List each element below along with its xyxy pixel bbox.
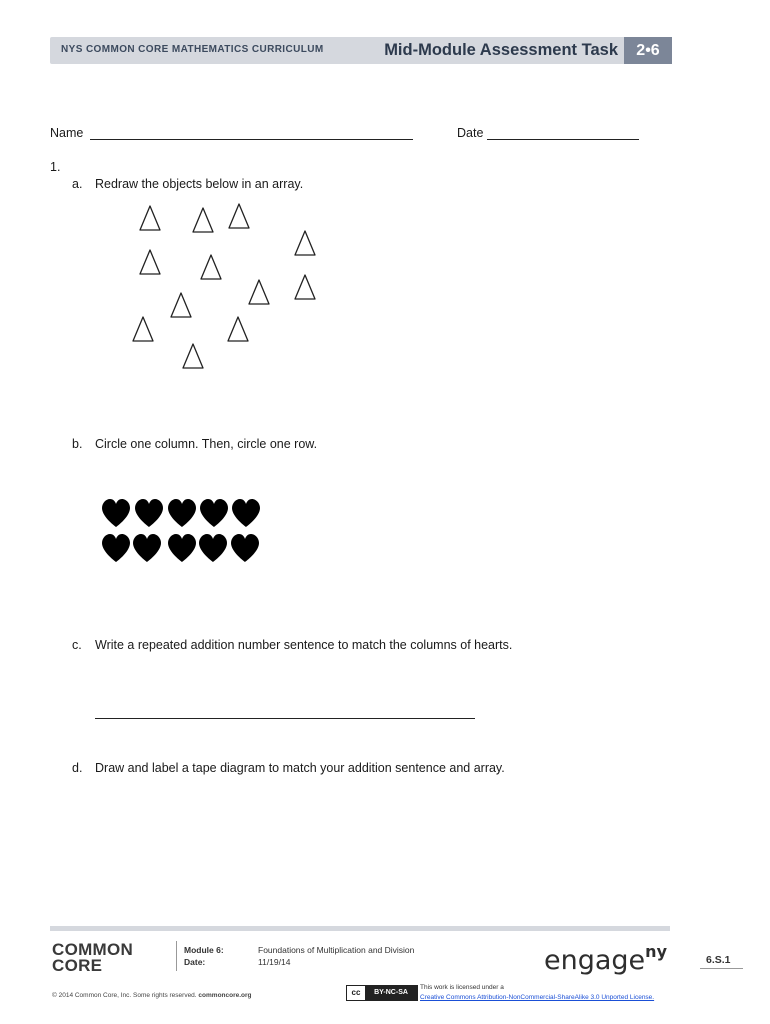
triangle-shape [183,344,203,368]
license-intro: This work is licensed under a [420,984,504,991]
triangle-shape [171,293,191,317]
part-d-letter: d. [72,761,83,775]
part-a-letter: a. [72,177,83,191]
footer-divider [176,941,177,971]
triangle-shape [140,206,160,230]
triangle-shape [201,255,221,279]
problem-number: 1. [50,160,61,174]
heart-icon [168,534,196,562]
part-c-text: Write a repeated addition number sentence to match the columns of hearts. [95,638,513,652]
triangle-shape [193,208,213,232]
triangles-group [0,0,770,400]
part-b-text: Circle one column. Then, circle one row. [95,437,318,451]
cc-license-badge[interactable]: cc BY-NC-SA [346,985,418,1001]
part-b-letter: b. [72,437,83,451]
footer-date-label: Date: [184,957,206,967]
triangle-shape [229,204,249,228]
date-label: Date [457,126,484,140]
heart-icon [133,534,161,562]
heart-icon [102,534,130,562]
hearts-array [100,496,264,568]
heart-icon [231,534,259,562]
triangle-shape [295,231,315,255]
heart-icon [135,499,163,527]
page-id: 6.S.1 [706,954,731,966]
triangle-shape [295,275,315,299]
module-date: 11/19/14 [258,957,291,967]
name-label: Name [50,126,84,140]
part-a-text: Redraw the objects below in an array. [95,177,304,191]
module-label: Module 6: [184,945,224,955]
footer-rule [50,926,670,931]
common-core-logo: COMMON CORE [52,940,134,975]
page-id-underline [700,968,743,969]
heart-icon [232,499,260,527]
copyright-text: © 2014 Common Core, Inc. Some rights reserved. commoncore.org [52,992,252,999]
cc-icon: cc [347,986,365,1000]
module-title: Foundations of Multiplication and Division [258,945,415,955]
task-title: Mid-Module Assessment Task [384,41,618,59]
triangle-shape [140,250,160,274]
part-d-text: Draw and label a tape diagram to match your addition sentence and array. [95,761,505,775]
curriculum-title: NYS COMMON CORE MATHEMATICS CURRICULUM [61,44,324,55]
heart-icon [102,499,130,527]
lesson-badge: 2•6 [624,37,672,64]
triangle-shape [249,280,269,304]
triangle-shape [228,317,248,341]
triangle-shape [133,317,153,341]
part-c-letter: c. [72,638,82,652]
heart-icon [200,499,228,527]
heart-icon [168,499,196,527]
engageny-logo: engage$^{ny}$ [544,942,667,976]
answer-line[interactable] [95,718,475,719]
license-link[interactable]: Creative Commons Attribution-NonCommercial-ShareAlike 3.0 Unported License. [420,994,655,1001]
heart-icon [199,534,227,562]
